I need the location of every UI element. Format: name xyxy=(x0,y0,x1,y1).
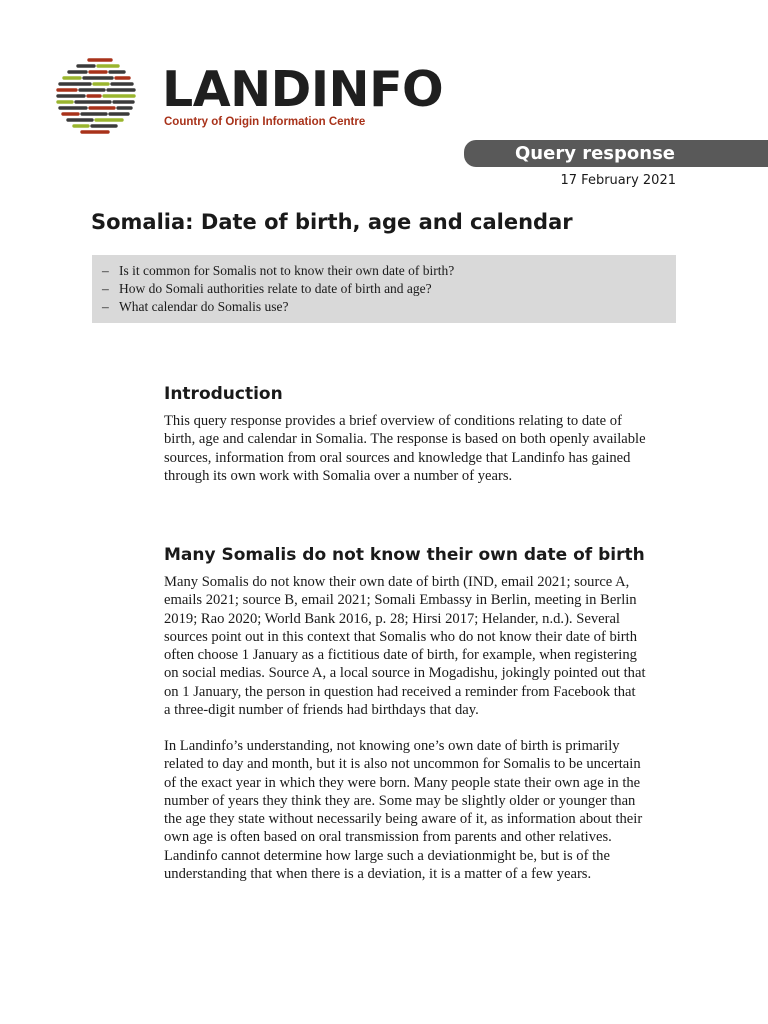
dash-marker: – xyxy=(102,281,109,296)
dash-marker: – xyxy=(102,263,109,278)
paragraph-date-of-birth-2: In Landinfo’s understanding, not knowing one’s own date of birth is primarily related to day and month, but it is also not uncommon for Somalis to be uncertain of the exact year in which they were born. Many people state their own age in the number of years they think they are. Some may be slightly older or younger than the age they state without necessarily being aware of it, as information about their own age is often based on oral transmission from parents and other relatives. Landinfo cannot determine how large such a deviationmight be, but is of the understanding that when there is a deviation, it is a matter of a few years. xyxy=(164,738,643,883)
org-subtitle: Country of Origin Information Centre xyxy=(164,116,366,128)
question-item: – Is it common for Somalis not to know their own date of birth? xyxy=(102,263,455,278)
paragraph-date-of-birth-1: Many Somalis do not know their own date of birth (IND, email 2021; source A, emails 2021; source B, email 2021; Somali Embassy in Berlin, meeting in Berlin 2019; Rao 2020; World Bank 2016, p. 28; Hirsi 2017; Helander, n.d.). Several sources point out in this context that Somalis who do not know their date of birth often choose 1 January as a fictitious date of birth, for example, when registering on social medias. Source A, a local source in Mogadishu, jokingly pointed out that on 1 January, the person in question had received a reminder from Facebook that a three-digit number of friends had birthdays that day. xyxy=(164,574,646,719)
question-item: – How do Somali authorities relate to date of birth and age? xyxy=(102,281,432,296)
paragraph-introduction: This query response provides a brief overview of conditions relating to date of birth, age and calendar in Somalia. The response is based on both openly available sources, information from oral sources and knowledge that Landinfo has gained through its own work with Somalia over a number of years. xyxy=(164,413,646,484)
question-item: – What calendar do Somalis use? xyxy=(102,299,289,314)
dash-marker: – xyxy=(102,299,109,314)
questions-box xyxy=(92,255,676,323)
document-date: 17 February 2021 xyxy=(560,173,676,188)
doc-type-label: Query response xyxy=(515,143,675,164)
landinfo-logo-icon xyxy=(56,56,136,140)
org-name: LANDINFO xyxy=(162,61,444,118)
section-heading-introduction: Introduction xyxy=(164,384,283,404)
section-heading-date-of-birth: Many Somalis do not know their own date of birth xyxy=(164,545,645,565)
document-title: Somalia: Date of birth, age and calendar xyxy=(91,210,573,234)
